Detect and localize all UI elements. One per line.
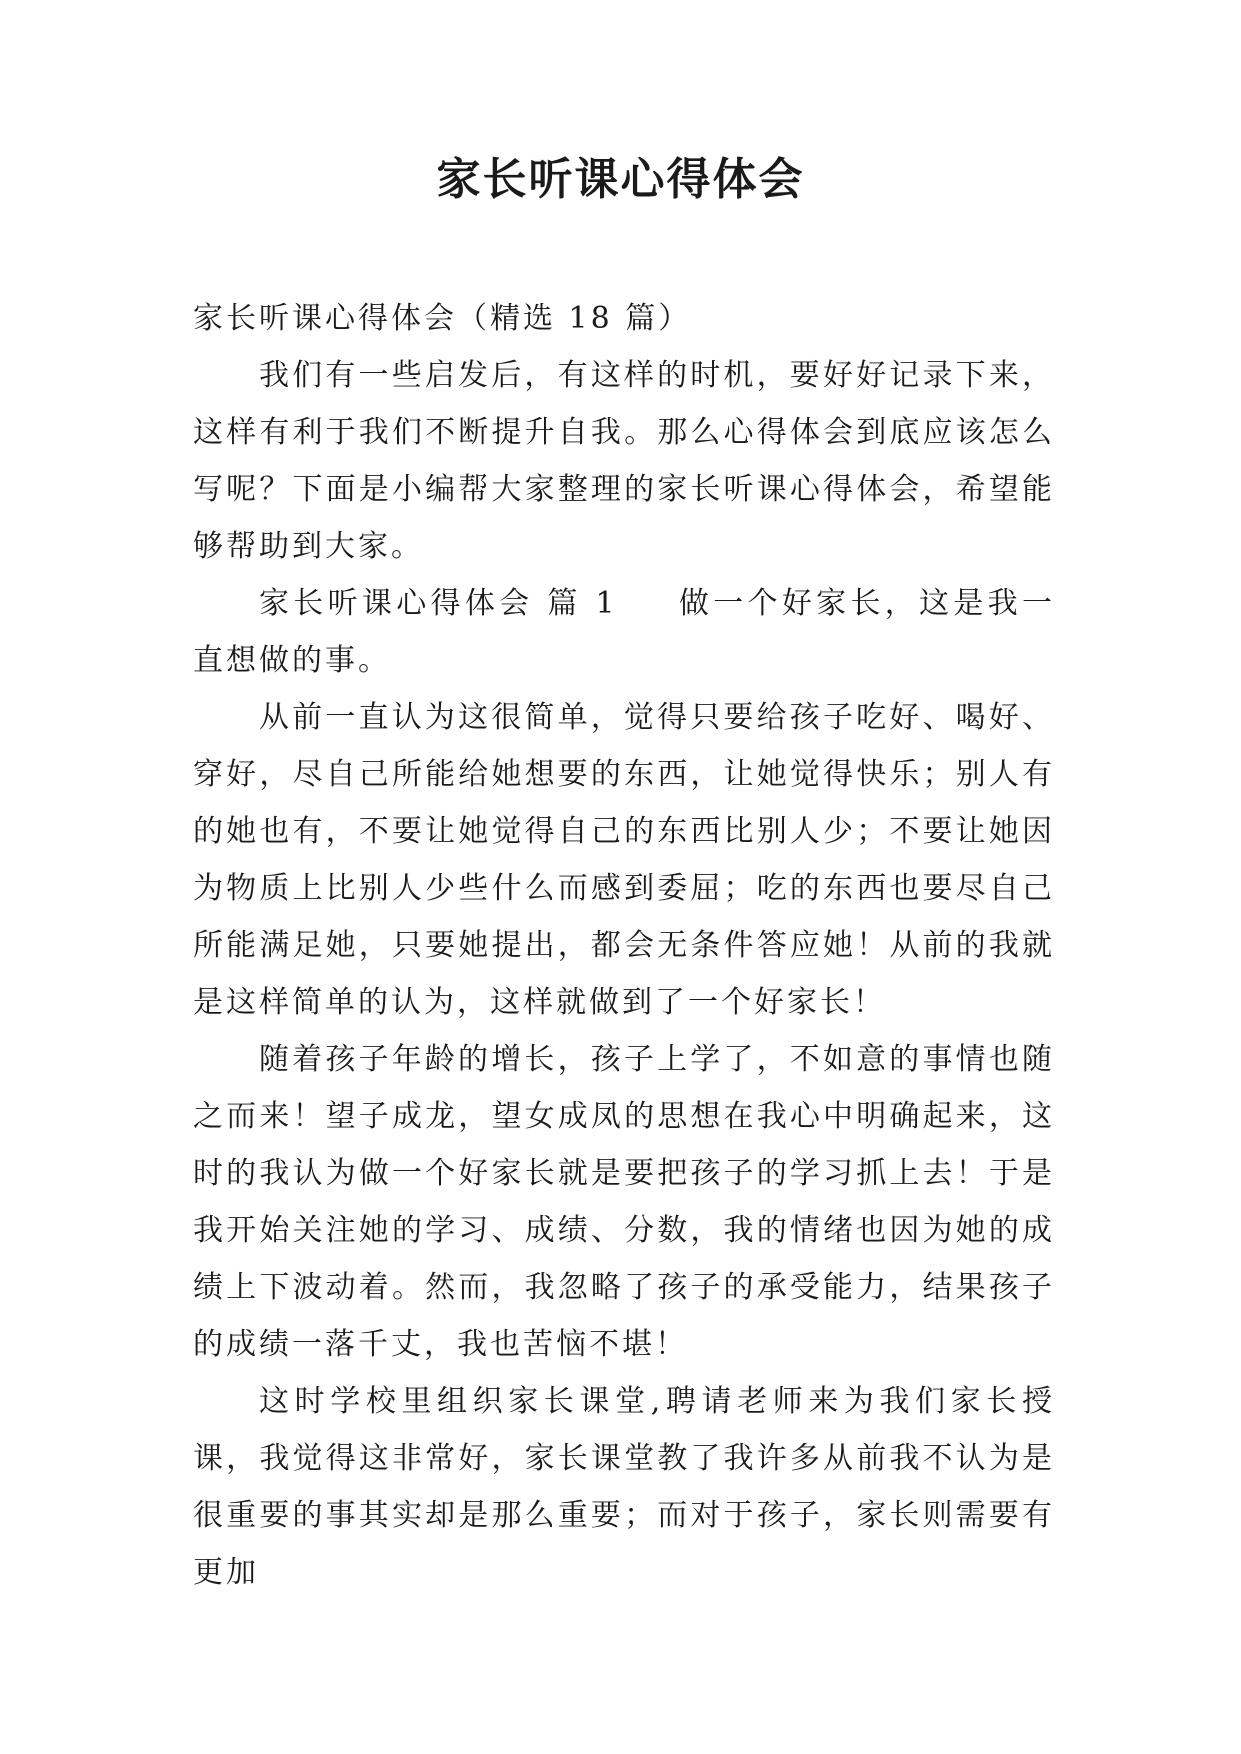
section-paragraph bbox=[193, 575, 1055, 689]
section-first-sentence: 做一个好家长，这是我一直想做的事。 bbox=[193, 586, 1055, 678]
document-title: 家长听课心得体会 bbox=[436, 154, 805, 205]
body-paragraph-3: 这时学校里组织家长课堂,聘请老师来为我们家长授课，我觉得这非常好，家长课堂教了我许多从前我不认为是很重要的事其实却是那么重要；而对于孩子，家长则需要有更加 bbox=[193, 1384, 1055, 1590]
document-subtitle: 家长听课心得体会（精选 18 篇） bbox=[193, 301, 692, 336]
intro-paragraph: 我们有一些启发后，有这样的时机，要好好记录下来，这样有利于我们不断提升自我。那么心得体会到底应该怎么写呢？下面是小编帮大家整理的家长听课心得体会，希望能够帮助到大家。 bbox=[193, 358, 1055, 564]
body-paragraph-1: 从前一直认为这很简单，觉得只要给孩子吃好、喝好、穿好，尽自己所能给她想要的东西，让她觉得快乐；别人有的她也有，不要让她觉得自己的东西比别人少；不要让她因为物质上比别人少些什么而感到委屈；吃的东西也要尽自己所能满足她，只要她提出，都会无条件答应她！从前的我就是这样简单的认为，这样就做到了一个好家长！ bbox=[193, 700, 1055, 1020]
body-paragraph-2: 随着孩子年龄的增长，孩子上学了，不如意的事情也随之而来！望子成龙，望女成凤的思想在我心中明确起来，这时的我认为做一个好家长就是要把孩子的学习抓上去！于是我开始关注她的学习、成绩、分数，我的情绪也因为她的成绩上下波动着。然而，我忽略了孩子的承受能力，结果孩子的成绩一落千丈，我也苦恼不堪！ bbox=[193, 1042, 1055, 1362]
document-body bbox=[193, 290, 1055, 1601]
section-heading: 家长听课心得体会 篇 1 bbox=[259, 586, 618, 621]
